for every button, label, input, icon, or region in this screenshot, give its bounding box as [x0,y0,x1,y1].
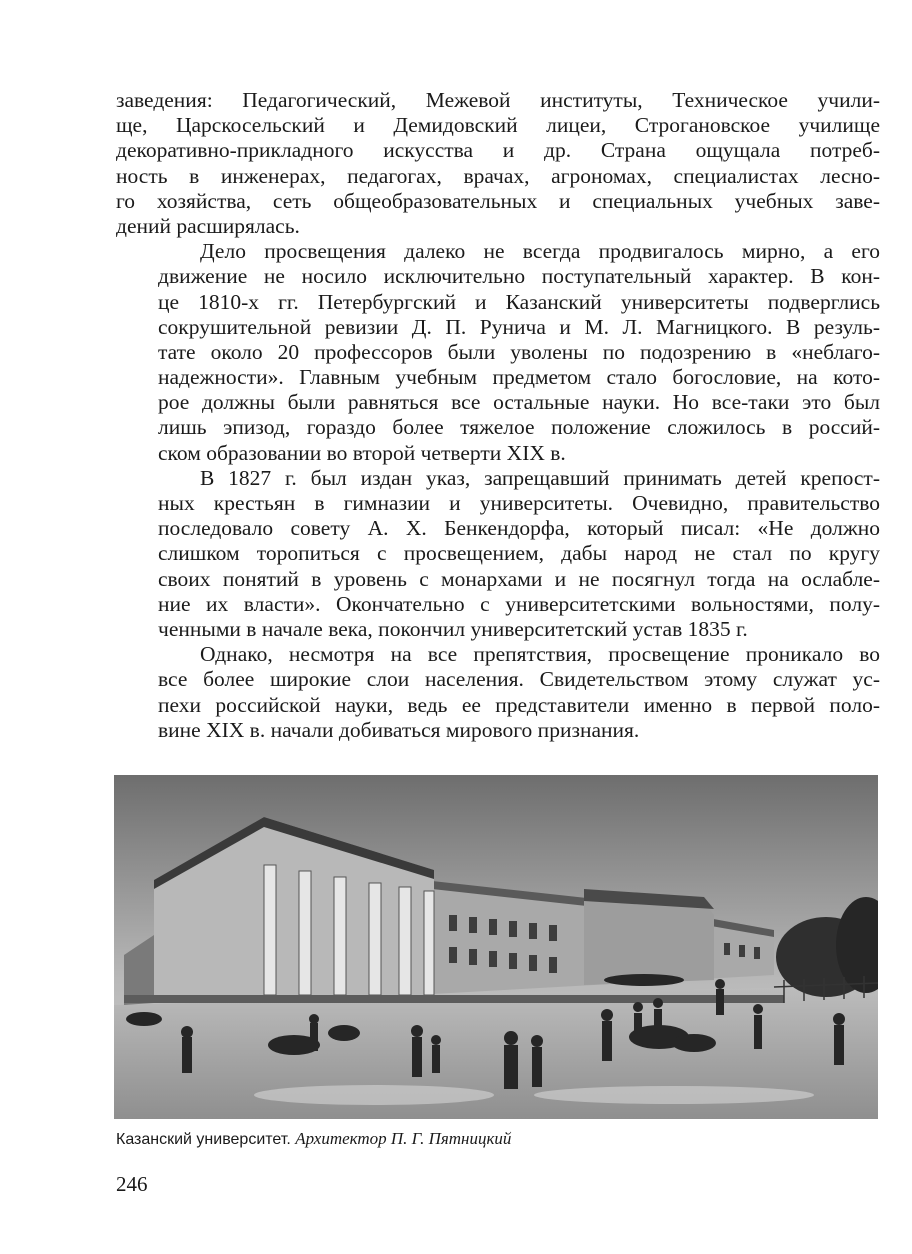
text-line: ченными в начале века, покончил университетский устав 1835 г. [158,616,748,641]
text-line: це 1810-х гг. Петербургский и Казанский университеты подверглись [158,289,880,314]
text-line: го хозяйства, сеть общеобразовательных и специальных учебных заве- [116,188,880,213]
text-line: Однако, несмотря на все препятствия, просвещение проникало во [200,642,880,667]
text-line: лишь эпизод, гораздо более тяжелое положение сложилось в россий- [158,415,880,440]
text-line: заведения: Педагогический, Межевой институты, Техническое учили- [116,88,880,112]
text-line: ние их власти». Окончательно с университетскими вольностями, полу- [158,591,880,616]
text-line: движение не носило исключительно поступательный характер. В кон- [158,264,880,289]
text-line: последовало совету А. Х. Бенкендорфа, который писал: «Не должно [158,516,880,541]
caption-title: Казанский университет. [116,1131,291,1148]
text-line: ском образовании во второй четверти XIX в. [158,440,566,465]
text-line: слишком торопиться с просвещением, дабы народ не стал по кругу [158,541,880,566]
illustration-kazan-university [114,775,878,1119]
text-line: Дело просвещения далеко не всегда продвигалось мирно, а его [200,239,880,264]
text-line: дений расширялась. [116,213,300,238]
text-line: сокрушительной ревизии Д. П. Рунича и М. Л. Магницкого. В резуль- [158,314,880,339]
caption-author: Архитектор П. Г. Пятницкий [295,1129,512,1148]
text-line: декоративно-прикладного искусства и др. Страна ощущала потреб- [116,138,880,163]
text-line: тате около 20 профессоров были уволены по подозрению в «неблаго- [158,339,880,364]
figure-caption [116,1129,511,1149]
text-line: пехи российской науки, ведь ее представители именно в первой поло- [158,692,880,717]
text-line: надежности». Главным учебным предметом стало богословие, на кото- [158,365,880,390]
text-line: вине XIX в. начали добиваться мирового признания. [158,717,640,742]
text-line: В 1827 г. был издан указ, запрещавший принимать детей крепост- [200,465,880,490]
paragraph [116,642,880,743]
body-text [116,88,880,743]
paragraph [116,466,880,642]
text-line: рое должны были равняться все остальные науки. Но все-таки это был [158,390,880,415]
text-line: все более широкие слои населения. Свидетельством этому служат ус- [158,667,880,692]
text-line: ще, Царскосельский и Демидовский лицеи, Строгановское училище [116,113,880,138]
text-line: своих понятий в уровень с монархами и не посягнул тогда на ослабле- [158,566,880,591]
engraving-image [114,775,878,1119]
paragraph [116,88,880,239]
paragraph [116,239,880,466]
page-number: 246 [116,1172,148,1196]
text-line: ных крестьян в гимназии и университеты. Очевидно, правительство [158,491,880,515]
text-line: ность в инженерах, педагогах, врачах, агрономах, специалистах лесно- [116,163,880,188]
